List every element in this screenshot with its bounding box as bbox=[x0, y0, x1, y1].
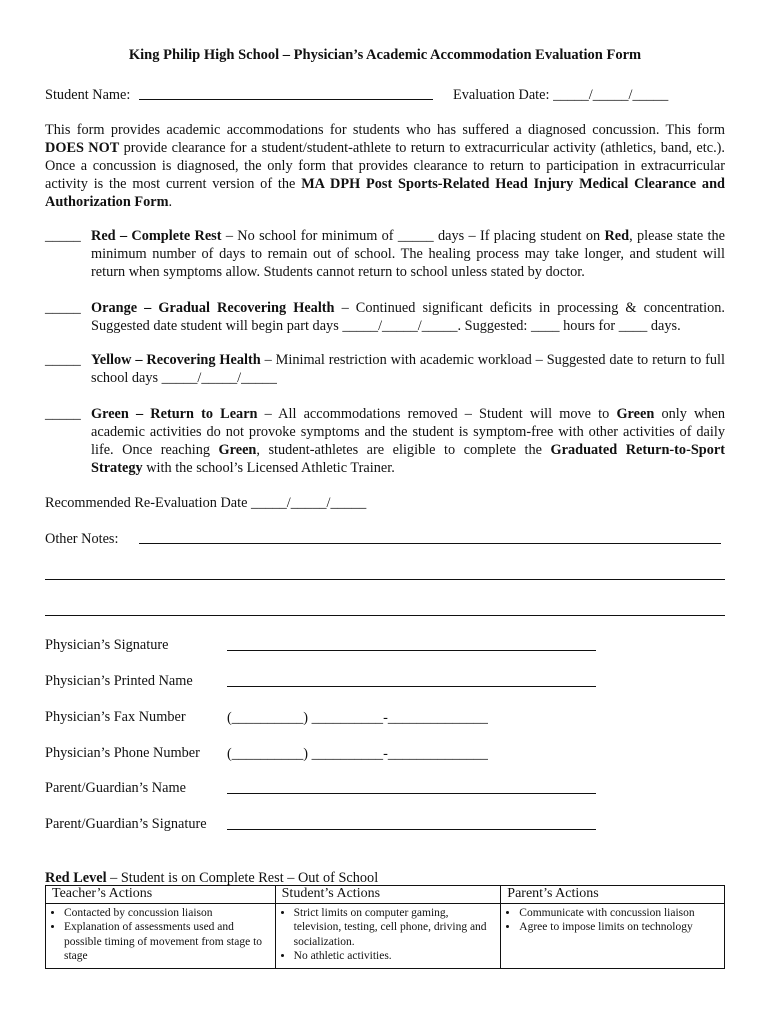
physician-fax-field[interactable]: (__________) __________-______________ bbox=[227, 710, 488, 726]
level-orange: _____ Orange – Gradual Recovering Health – Continued significant deficits in processing & concentration. Suggested date student will begin part days _____/_____/_____. Suggested: ____ hours for ____ days. bbox=[45, 300, 725, 334]
evaluation-date-field[interactable]: _____/_____/_____ bbox=[553, 87, 669, 103]
intro-paragraph: This form provides academic accommodations for students who has suffered a diagnosed concussion. This form DOES NOT provide clearance for a student/student-athlete to return to extracurricular activity (athletics, band, etc.). Once a concussion is diagnosed, the only form that provides clearance to return to participation in extracurricular activity is the most current version of the MA DPH Post Sports-Related Head Injury Medical Clearance and Authorization Form. bbox=[45, 122, 725, 210]
student-name-label: Student Name: bbox=[45, 87, 131, 103]
yellow-heading: Yellow – Recovering Health bbox=[91, 352, 261, 368]
table-row bbox=[46, 903, 725, 968]
teacher-actions-header: Teacher’s Actions bbox=[46, 886, 276, 904]
does-not-emphasis: DOES NOT bbox=[45, 140, 120, 156]
yellow-checkbox-blank[interactable]: _____ bbox=[45, 352, 81, 368]
list-item: • Contacted by concussion liaison bbox=[64, 906, 271, 921]
physician-phone-label: Physician’s Phone Number bbox=[45, 745, 200, 761]
guardian-name-field[interactable] bbox=[227, 793, 596, 794]
list-item: • Explanation of assessments used and possible timing of movement from stage to stage bbox=[64, 920, 271, 964]
red-level-table bbox=[45, 885, 725, 969]
physician-signature-field[interactable] bbox=[227, 650, 596, 651]
green-heading: Green – Return to Learn bbox=[91, 406, 258, 422]
orange-heading: Orange – Gradual Recovering Health bbox=[91, 300, 335, 316]
physician-printed-name-field[interactable] bbox=[227, 686, 596, 687]
list-item: • Communicate with concussion liaison bbox=[519, 906, 720, 921]
guardian-signature-label: Parent/Guardian’s Signature bbox=[45, 816, 207, 832]
other-notes-line-2[interactable] bbox=[45, 579, 725, 580]
reevaluation-date[interactable]: Recommended Re-Evaluation Date _____/_____/_____ bbox=[45, 495, 367, 511]
orange-checkbox-blank[interactable]: _____ bbox=[45, 300, 81, 316]
physician-phone-field[interactable]: (__________) __________-______________ bbox=[227, 746, 488, 762]
other-notes-label: Other Notes: bbox=[45, 531, 119, 547]
level-red: _____ Red – Complete Rest – No school for minimum of _____ days – If placing student on Red, please state the minimum number of days to remain out of school. The healing process may take longer, and student will return when symptoms allow. Students cannot return to school unless stated by doctor. bbox=[45, 228, 726, 280]
other-notes-line-1[interactable] bbox=[139, 543, 721, 544]
teacher-actions-cell bbox=[46, 903, 276, 968]
evaluation-date-row bbox=[453, 86, 668, 104]
level-yellow: _____ Yellow – Recovering Health – Minimal restriction with academic workload – Suggested date to return to full school days _____/_____/_____ bbox=[45, 352, 725, 386]
physician-fax-label: Physician’s Fax Number bbox=[45, 709, 186, 725]
student-actions-header: Student’s Actions bbox=[275, 886, 501, 904]
parent-actions-header: Parent’s Actions bbox=[501, 886, 725, 904]
list-item: • No athletic activities. bbox=[294, 949, 497, 964]
ma-dph-form-name: MA DPH Post Sports-Related Head Injury Medical Clearance and Authorization Form bbox=[45, 176, 725, 210]
graduated-rts-strategy: Graduated Return-to-Sport Strategy bbox=[91, 442, 725, 476]
physician-printed-name-label: Physician’s Printed Name bbox=[45, 673, 193, 689]
evaluation-date-label: Evaluation Date: bbox=[453, 87, 550, 103]
list-item: • Agree to impose limits on technology bbox=[519, 920, 720, 935]
student-name-field[interactable] bbox=[139, 99, 433, 100]
student-name-row bbox=[45, 86, 130, 104]
green-checkbox-blank[interactable]: _____ bbox=[45, 406, 81, 422]
student-actions-cell bbox=[275, 903, 501, 968]
level-green: _____ Green – Return to Learn – All accommodations removed – Student will move to Green only when academic activities do not provoke symptoms and the student is symptom-free with other activities of daily life. Once reaching Green, student-athletes are eligible to complete the Graduated Return-to-Sport Strategy with the school’s Licensed Athletic Trainer. bbox=[45, 406, 725, 476]
red-checkbox-blank[interactable]: _____ bbox=[45, 228, 81, 244]
table-header-row bbox=[46, 886, 725, 904]
red-level-caption: Red Level – Student is on Complete Rest – Out of School bbox=[45, 870, 379, 886]
red-heading: Red – Complete Rest bbox=[91, 228, 222, 244]
other-notes-line-3[interactable] bbox=[45, 615, 725, 616]
page-title: King Philip High School – Physician’s Academic Accommodation Evaluation Form bbox=[128, 47, 642, 63]
physician-signature-label: Physician’s Signature bbox=[45, 637, 169, 653]
guardian-name-label: Parent/Guardian’s Name bbox=[45, 780, 186, 796]
parent-actions-cell bbox=[501, 903, 725, 968]
list-item: • Strict limits on computer gaming, television, testing, cell phone, driving and socialization. bbox=[294, 906, 497, 950]
guardian-signature-field[interactable] bbox=[227, 829, 596, 830]
